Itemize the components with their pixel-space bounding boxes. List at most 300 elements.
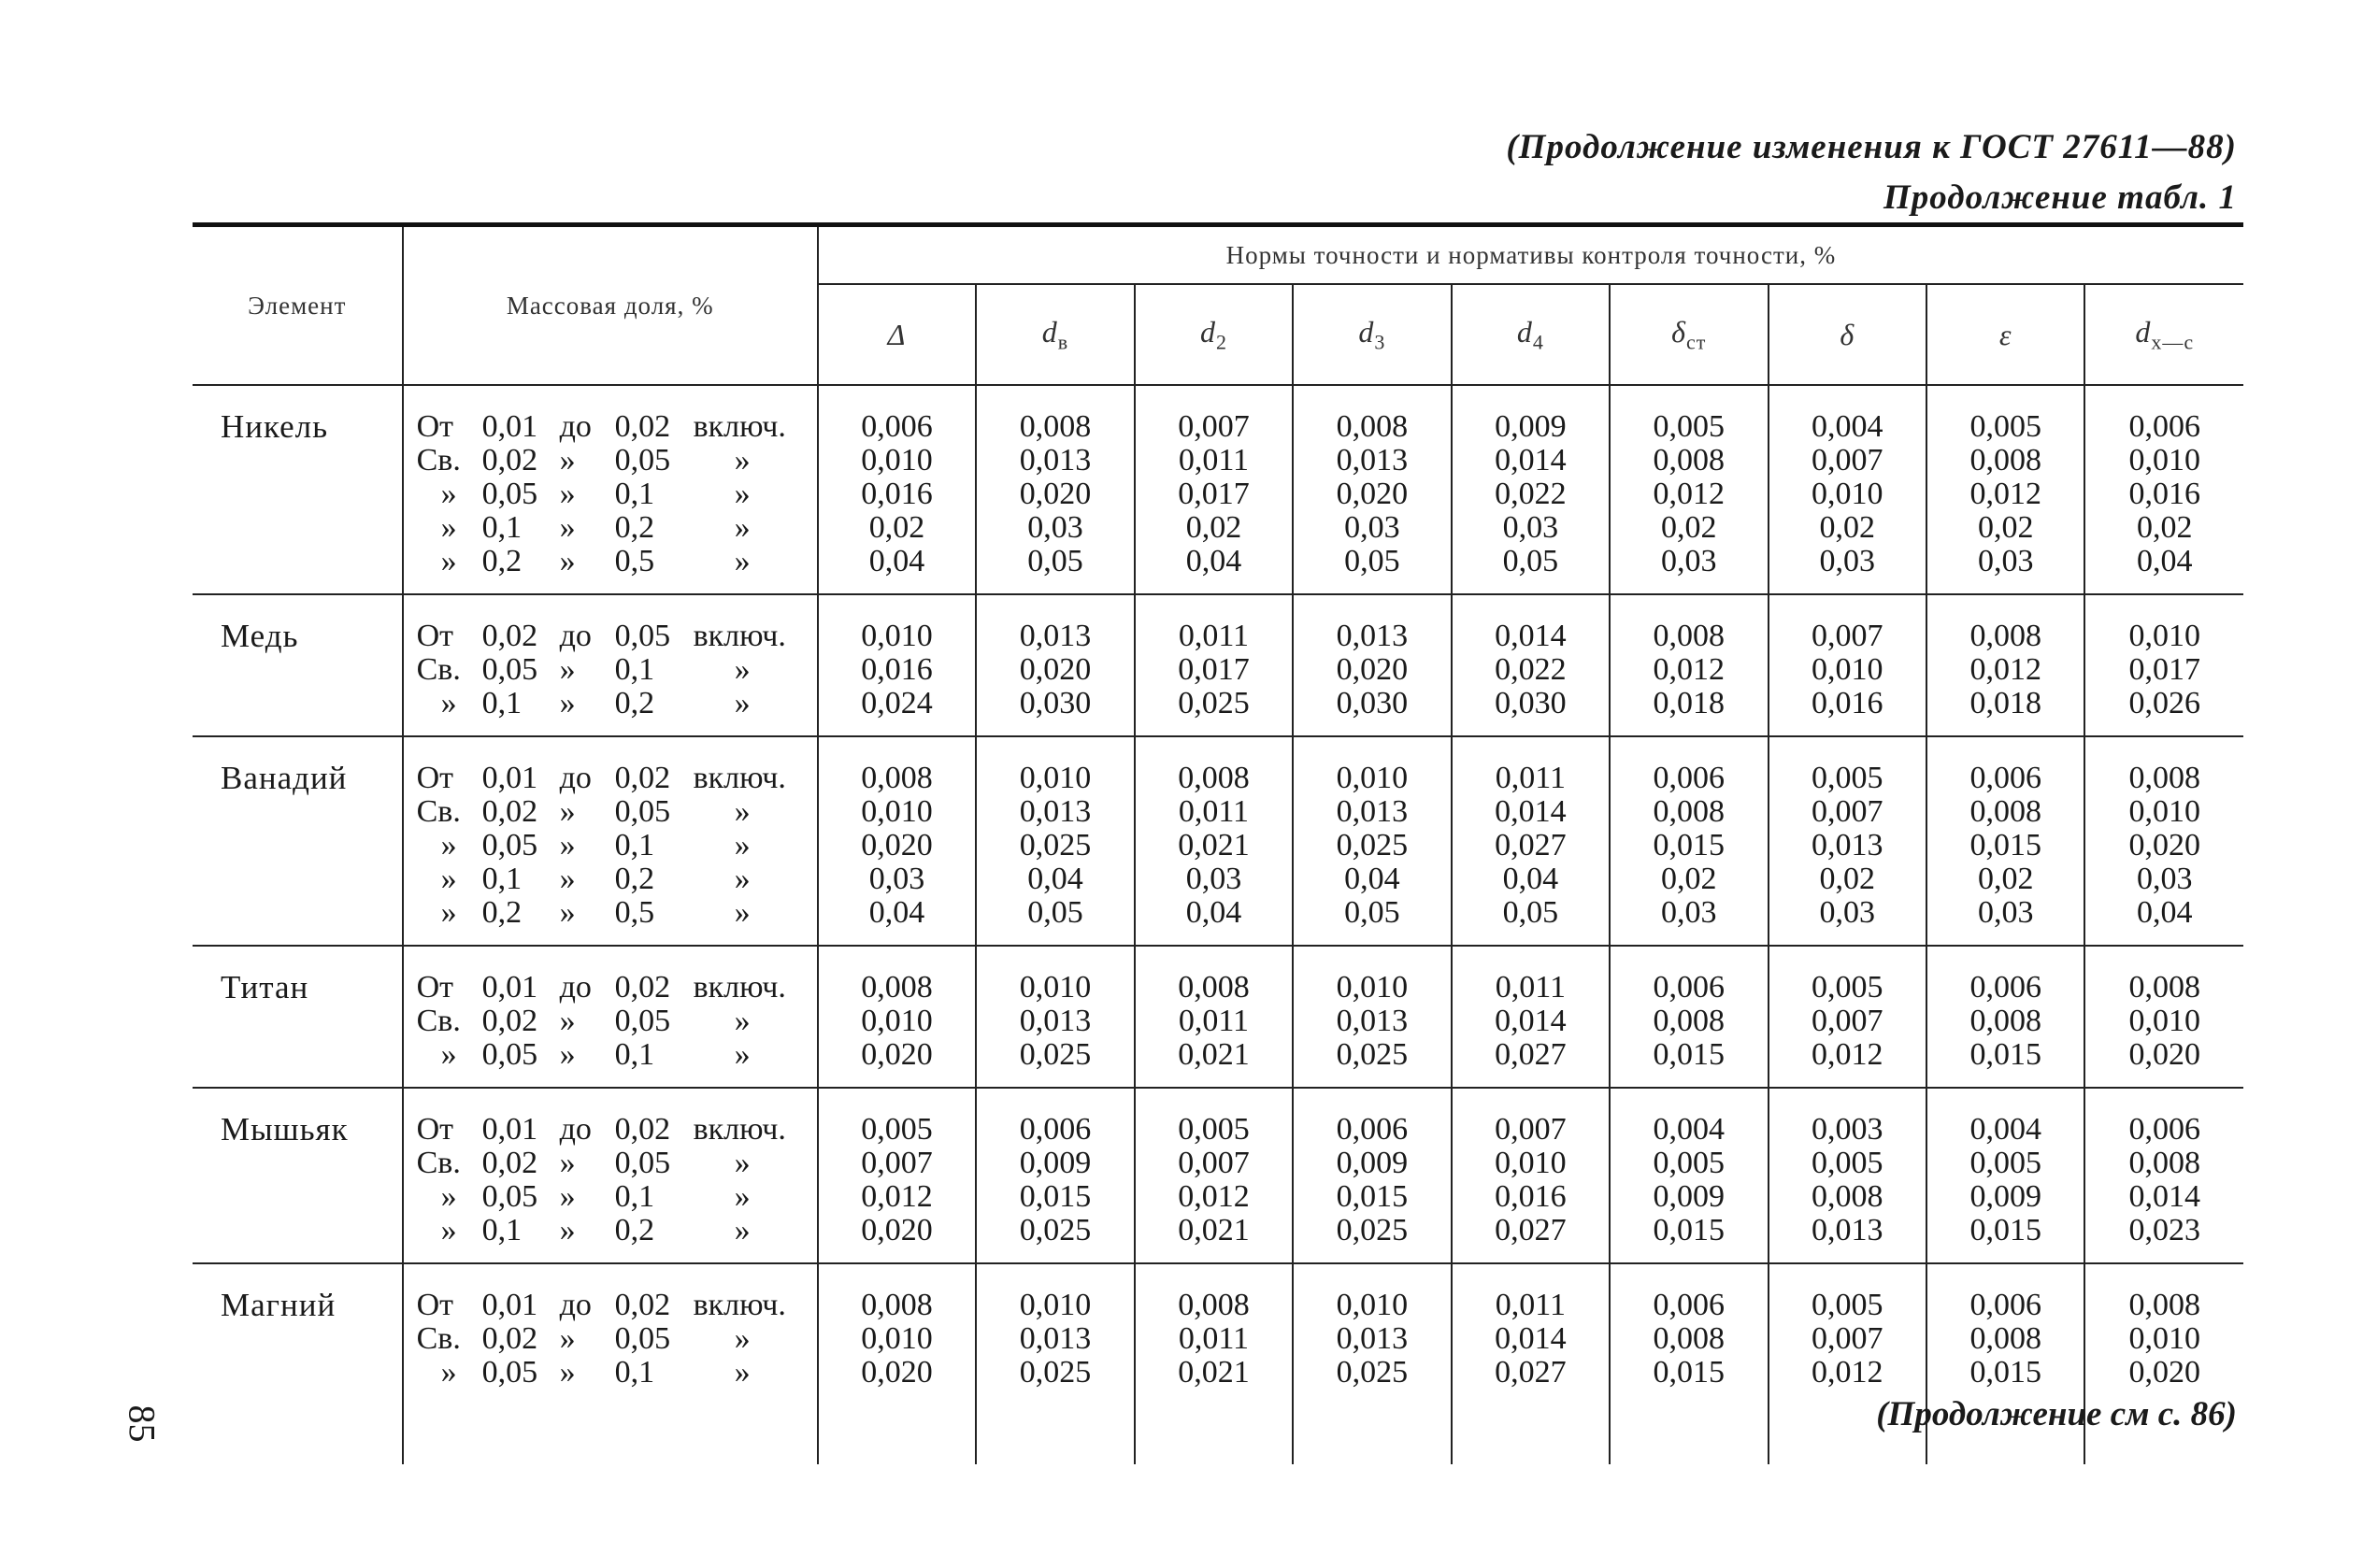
norm-value: 0,016 [861,652,933,687]
mass-range-part: 0,5 [614,544,655,578]
mass-range-line [417,687,816,720]
norm-value-cell [1769,385,1926,594]
mass-range-part: Св. [416,652,461,687]
mass-range-part: » [559,1179,576,1214]
norm-value: 0,010 [2128,443,2200,478]
norm-value: 0,013 [1019,794,1092,829]
column-header-accuracy-norms: Нормы точности и нормативы контроля точности, % [818,225,2243,285]
norm-value: 0,030 [1019,686,1092,720]
table-row [193,736,2243,946]
norm-value: 0,04 [1344,862,1400,896]
norm-value-cell [976,946,1134,1088]
mass-range-part: » [440,1037,457,1072]
norm-value: 0,02 [1819,862,1875,896]
norm-value: 0,010 [1812,477,1883,511]
norm-value: 0,005 [1969,1146,2041,1180]
norm-value: 0,013 [1812,1213,1883,1247]
norm-value: 0,008 [1178,970,1250,1005]
norm-value: 0,05 [1344,544,1400,578]
mass-range-line [417,1180,816,1214]
norm-value: 0,006 [2128,409,2200,444]
mass-range-part: » [559,1213,576,1247]
norm-value: 0,008 [1812,1179,1883,1214]
norm-value: 0,020 [861,828,933,862]
norm-value-cell [2084,736,2243,946]
norm-value-cell [1769,1088,1926,1263]
mass-range-line [417,1038,816,1072]
norm-value: 0,006 [1969,970,2041,1005]
mass-range-part: » [440,828,457,862]
norm-value: 0,012 [1969,652,2041,687]
mass-range-part: » [440,862,457,896]
mass-range-part: » [734,443,751,478]
norm-value: 0,013 [1336,1004,1409,1038]
norm-value-cell [2084,946,2243,1088]
mass-range-line [417,1322,816,1356]
norm-value: 0,015 [1969,1213,2041,1247]
mass-range-part: 0,01 [481,761,538,795]
norm-value: 0,010 [1812,652,1883,687]
mass-range-part: 0,1 [614,477,655,511]
mass-range-part: » [559,862,576,896]
norm-value: 0,014 [1495,443,1567,478]
mass-range-line [417,653,816,687]
subcolumn-index: х—с [2151,330,2195,354]
subcolumn-symbol: d [1516,314,1533,349]
norm-value: 0,008 [1178,761,1250,795]
norm-value-cell [1135,1088,1293,1263]
norm-value: 0,04 [1185,895,1242,930]
mass-range-part: 0,05 [481,477,538,511]
mass-range-part: » [440,1355,457,1390]
norm-value: 0,010 [1336,1288,1409,1322]
norm-value: 0,016 [2128,477,2200,511]
mass-range-part: От [416,1112,454,1147]
norm-value: 0,005 [1812,761,1883,795]
mass-range-part: 0,01 [481,409,538,444]
norm-value: 0,017 [1178,652,1250,687]
norm-value: 0,02 [2136,510,2193,545]
mass-fraction-ranges [403,736,818,946]
norm-value: 0,015 [1969,1355,2041,1390]
mass-range-part: 0,02 [614,1288,671,1322]
subcolumn-header [976,284,1134,385]
norm-value: 0,020 [1019,652,1092,687]
norm-value: 0,020 [2128,828,2200,862]
norm-value-cell [1452,736,1610,946]
norm-value: 0,02 [868,510,925,545]
mass-range-part: » [559,1004,576,1038]
norm-value: 0,013 [1019,1321,1092,1356]
subcolumn-symbol: δ [1671,314,1687,349]
mass-range-line [417,511,816,545]
norm-value-cell [2084,385,2243,594]
norm-value: 0,016 [1812,686,1883,720]
element-name: Мышьяк [193,1088,403,1263]
norm-value: 0,005 [1812,1288,1883,1322]
mass-range-part: 0,01 [481,1288,538,1322]
norm-value-cell [1610,736,1768,946]
norm-value: 0,008 [2128,970,2200,1005]
norm-value: 0,005 [1178,1112,1250,1147]
norm-value: 0,008 [1969,443,2041,478]
subcolumn-index: 2 [1215,330,1227,354]
subcolumn-symbol: δ [1840,317,1855,351]
mass-range-part: » [734,1355,751,1390]
mass-range-part: 0,2 [614,686,655,720]
mass-range-line [417,1113,816,1147]
norm-value: 0,006 [1969,1288,2041,1322]
mass-range-part: до [559,619,592,653]
mass-range-part: 0,02 [481,443,538,478]
norm-value: 0,03 [1819,544,1875,578]
norm-value: 0,014 [1495,619,1567,653]
mass-range-part: 0,05 [614,1146,671,1180]
column-header-element: Элемент [193,225,403,386]
norm-value: 0,02 [1819,510,1875,545]
element-name: Никель [193,385,403,594]
mass-range-part: » [559,510,576,545]
norm-value: 0,011 [1495,970,1566,1005]
norm-value-cell [818,736,976,946]
norm-value: 0,023 [2128,1213,2200,1247]
mass-fraction-ranges [403,594,818,736]
norm-value: 0,007 [1812,1321,1883,1356]
subcolumn-header [1610,284,1768,385]
mass-range-line [417,862,816,896]
mass-range-part: 0,1 [614,828,655,862]
mass-fraction-ranges [403,946,818,1088]
mass-range-part: 0,05 [481,652,538,687]
norm-value-cell [1610,594,1768,736]
norm-value: 0,010 [861,1321,933,1356]
mass-range-part: 0,1 [481,862,523,896]
norm-value: 0,026 [2128,686,2200,720]
mass-range-part: » [734,1037,751,1072]
norm-value: 0,008 [1653,794,1726,829]
norm-value: 0,006 [1019,1112,1092,1147]
norm-value: 0,008 [1969,619,2041,653]
mass-range-part: » [559,686,576,720]
norm-value: 0,013 [1019,443,1092,478]
norm-value-cell [1610,385,1768,594]
norm-value: 0,010 [861,1004,933,1038]
mass-range-part: Св. [416,1004,461,1038]
mass-range-line [417,545,816,578]
norm-value: 0,013 [1336,619,1409,653]
norm-value: 0,022 [1495,477,1567,511]
norm-value: 0,004 [1653,1112,1726,1147]
norm-value: 0,03 [1819,895,1875,930]
mass-range-part: 0,02 [481,1321,538,1356]
norm-value: 0,015 [1969,1037,2041,1072]
mass-range-part: включ. [693,1288,786,1322]
norm-value: 0,008 [861,970,933,1005]
norm-value: 0,008 [2128,1146,2200,1180]
norm-value: 0,006 [1653,761,1726,795]
norm-value: 0,025 [1019,1355,1092,1390]
norm-value: 0,008 [1653,1321,1726,1356]
norm-value-cell [818,1088,976,1263]
mass-range-part: » [559,895,576,930]
norm-value: 0,007 [1178,409,1250,444]
mass-fraction-ranges [403,1088,818,1263]
norm-value: 0,008 [1653,619,1726,653]
norm-value: 0,009 [1653,1179,1726,1214]
element-name: Магний [221,1287,337,1323]
mass-range-part: 0,2 [481,544,523,578]
mass-range-part: » [559,443,576,478]
norm-value: 0,005 [861,1112,933,1147]
norm-value: 0,011 [1495,1288,1566,1322]
norm-value: 0,008 [1019,409,1092,444]
norm-value: 0,010 [1336,761,1409,795]
norm-value: 0,04 [2136,544,2193,578]
norm-value: 0,007 [1495,1112,1567,1147]
norm-value: 0,02 [1661,510,1717,545]
mass-range-part: » [734,828,751,862]
norm-value-cell [1769,946,1926,1088]
norm-value-cell [976,736,1134,946]
mass-range-part: От [416,761,454,795]
page-number: 85 [121,1404,164,1443]
norm-value-cell [1610,946,1768,1088]
norm-value: 0,011 [1178,1321,1250,1356]
norm-value: 0,04 [868,895,925,930]
mass-range-part: » [734,544,751,578]
norm-value: 0,014 [2128,1179,2200,1214]
norm-value: 0,006 [2128,1112,2200,1147]
norm-value: 0,010 [2128,794,2200,829]
norm-value: 0,012 [1178,1179,1250,1214]
norm-value-cell [1452,1263,1610,1464]
mass-range-part: 0,2 [481,895,523,930]
mass-range-part: 0,05 [614,1004,671,1038]
mass-range-line [417,1147,816,1180]
norm-value: 0,017 [1178,477,1250,511]
mass-range-part: включ. [693,619,786,653]
subcolumn-index: в [1057,330,1069,354]
mass-range-part: » [559,652,576,687]
norm-value: 0,008 [1969,1321,2041,1356]
norm-value: 0,007 [861,1146,933,1180]
norm-value: 0,020 [1336,652,1409,687]
norm-value-cell [1293,385,1451,594]
norm-value: 0,05 [1027,895,1083,930]
norm-value: 0,015 [1653,1037,1726,1072]
norm-value: 0,027 [1495,1213,1567,1247]
mass-range-line [417,896,816,930]
mass-range-part: включ. [693,761,786,795]
mass-range-part: 0,05 [614,443,671,478]
norm-value: 0,008 [1653,443,1726,478]
mass-range-part: От [416,619,454,653]
mass-range-part: 0,02 [614,409,671,444]
mass-range-line [417,971,816,1005]
norm-value: 0,008 [861,1288,933,1322]
norm-value: 0,009 [1336,1146,1409,1180]
norm-value: 0,018 [1969,686,2041,720]
subcolumn-header [818,284,976,385]
norm-value: 0,010 [861,443,933,478]
norm-value-cell [1926,736,2084,946]
norm-value: 0,025 [1178,686,1250,720]
norm-value: 0,016 [861,477,933,511]
table-body [193,385,2243,1464]
norm-value: 0,025 [1336,828,1409,862]
norm-value: 0,012 [1653,652,1726,687]
mass-range-part: » [559,828,576,862]
mass-range-part: » [440,1179,457,1214]
norm-value: 0,017 [2128,652,2200,687]
subcolumn-symbol: d [1358,314,1375,349]
mass-range-part: 0,02 [481,619,538,653]
norm-value: 0,006 [1653,970,1726,1005]
table-row [193,385,2243,594]
norm-value: 0,027 [1495,828,1567,862]
norm-value: 0,005 [1969,409,2041,444]
mass-range-part: 0,01 [481,1112,538,1147]
norm-value: 0,025 [1336,1213,1409,1247]
subcolumn-header [1926,284,2084,385]
mass-range-part: » [559,794,576,829]
norm-value-cell [1135,946,1293,1088]
mass-range-part: до [559,409,592,444]
norm-value: 0,009 [1019,1146,1092,1180]
norm-value: 0,04 [1027,862,1083,896]
mass-range-part: до [559,1112,592,1147]
mass-range-line [417,1289,816,1322]
mass-range-part: » [734,510,751,545]
norm-value: 0,025 [1019,1213,1092,1247]
mass-range-part: 0,2 [614,1213,655,1247]
norm-value-cell [1293,736,1451,946]
norm-value: 0,011 [1178,794,1250,829]
element-name: Титан [193,946,403,1088]
mass-range-part: 0,02 [481,794,538,829]
table-row [193,1088,2243,1263]
mass-range-part: 0,02 [614,1112,671,1147]
norm-value: 0,025 [1336,1355,1409,1390]
norm-value: 0,018 [1653,686,1726,720]
mass-range-part: 0,05 [614,1321,671,1356]
norm-value: 0,05 [1502,895,1559,930]
accuracy-norms-table [193,222,2243,1464]
mass-range-part: » [734,1146,751,1180]
norm-value: 0,03 [1185,862,1242,896]
mass-range-part: 0,02 [481,1146,538,1180]
norm-value-cell [1610,1263,1768,1464]
mass-range-part: 0,1 [614,652,655,687]
mass-range-part: » [440,895,457,930]
norm-value-cell [1135,736,1293,946]
mass-range-part: От [416,409,454,444]
norm-value: 0,025 [1019,828,1092,862]
norm-value: 0,015 [1019,1179,1092,1214]
norm-value-cell [1452,1088,1610,1263]
mass-range-line [417,1356,816,1390]
norm-value: 0,020 [861,1213,933,1247]
mass-range-part: » [559,544,576,578]
mass-range-part: » [559,1355,576,1390]
mass-range-part: 0,01 [481,970,538,1005]
norm-value: 0,030 [1495,686,1567,720]
mass-range-part: 0,02 [481,1004,538,1038]
mass-range-part: » [734,652,751,687]
mass-range-part: 0,1 [614,1037,655,1072]
norm-value: 0,03 [1661,895,1717,930]
norm-value-cell [1135,594,1293,736]
norm-value-cell [1926,385,2084,594]
subcolumn-index: 4 [1532,330,1544,354]
norm-value-cell [818,946,976,1088]
norm-value: 0,008 [1653,1004,1726,1038]
norm-value: 0,007 [1812,1004,1883,1038]
norm-value-cell [818,594,976,736]
mass-range-line [417,795,816,829]
subcolumn-symbol: d [2135,314,2152,349]
norm-value: 0,011 [1178,619,1250,653]
norm-value: 0,022 [1495,652,1567,687]
norm-value: 0,025 [1019,1037,1092,1072]
norm-value-cell [1135,1263,1293,1464]
norm-value-cell [1452,946,1610,1088]
mass-range-part: 0,05 [614,619,671,653]
norm-value: 0,008 [1336,409,1409,444]
mass-range-part: включ. [693,409,786,444]
norm-value: 0,008 [1969,1004,2041,1038]
norm-value: 0,008 [861,761,933,795]
mass-range-line [417,444,816,478]
mass-range-part: » [440,510,457,545]
mass-range-part: » [734,862,751,896]
norm-value: 0,012 [861,1179,933,1214]
norm-value: 0,007 [1812,619,1883,653]
norm-value: 0,021 [1178,1213,1250,1247]
norm-value: 0,013 [1336,443,1409,478]
mass-range-part: 0,2 [614,862,655,896]
norm-value: 0,003 [1812,1112,1883,1147]
norm-value: 0,010 [1336,970,1409,1005]
norm-value: 0,015 [1336,1179,1409,1214]
norm-value: 0,02 [1661,862,1717,896]
norm-value: 0,015 [1653,1355,1726,1390]
subcolumn-symbol: ε [1998,317,2012,351]
norm-value-cell [1769,736,1926,946]
norm-value-cell [976,1263,1134,1464]
norm-value: 0,010 [2128,619,2200,653]
norm-value: 0,013 [1336,794,1409,829]
norm-value: 0,010 [861,794,933,829]
mass-range-part: » [734,794,751,829]
norm-value: 0,011 [1495,761,1566,795]
norm-value-cell [1769,594,1926,736]
mass-range-part: 0,02 [614,970,671,1005]
norm-value: 0,006 [861,409,933,444]
norm-value: 0,005 [1653,1146,1726,1180]
mass-range-part: » [559,1037,576,1072]
subcolumn-header [1452,284,1610,385]
norm-value: 0,012 [1969,477,2041,511]
mass-range-line [417,829,816,862]
norm-value-cell [976,385,1134,594]
norm-value: 0,03 [1502,510,1559,545]
norm-value-cell [1293,1088,1451,1263]
mass-range-part: » [734,477,751,511]
mass-range-part: включ. [693,1112,786,1147]
norm-value: 0,008 [2128,761,2200,795]
norm-value: 0,03 [868,862,925,896]
